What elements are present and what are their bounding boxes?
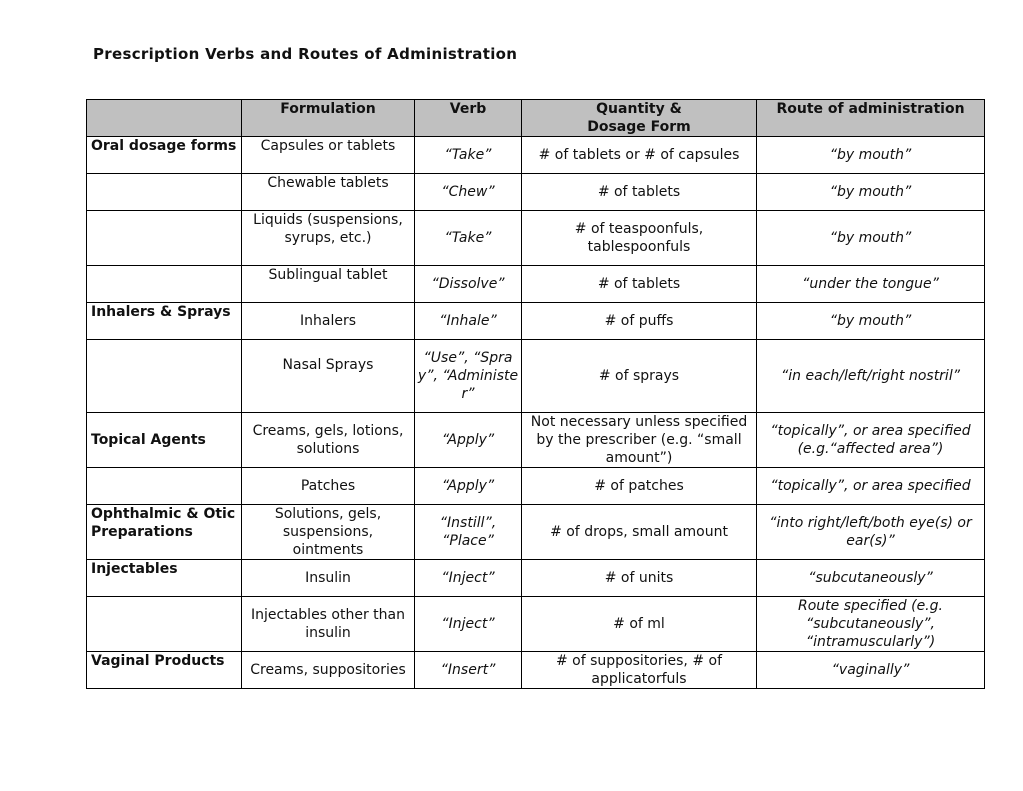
verb-cell: “Take” bbox=[415, 137, 522, 174]
category-cell: Oral dosage forms bbox=[87, 137, 242, 174]
route-cell: “by mouth” bbox=[757, 137, 985, 174]
formulation-cell: Creams, suppositories bbox=[242, 652, 415, 689]
category-cell bbox=[87, 597, 242, 652]
category-cell bbox=[87, 174, 242, 211]
header-category bbox=[87, 100, 242, 137]
route-cell: “subcutaneously” bbox=[757, 560, 985, 597]
route-cell: Route specified (e.g. “subcutaneously”, “intramuscularly”) bbox=[757, 597, 985, 652]
verb-cell: “Inject” bbox=[415, 597, 522, 652]
route-cell: “by mouth” bbox=[757, 174, 985, 211]
category-cell: Ophthalmic & Otic Preparations bbox=[87, 505, 242, 560]
verb-cell: “Take” bbox=[415, 211, 522, 266]
route-cell: “in each/left/right nostril” bbox=[757, 340, 985, 413]
table-row bbox=[87, 137, 985, 174]
formulation-cell: Capsules or tablets bbox=[242, 137, 415, 174]
header-route: Route of administration bbox=[757, 100, 985, 137]
header-quantity: Quantity & Dosage Form bbox=[522, 100, 757, 137]
quantity-cell: Not necessary unless specified by the prescriber (e.g. “small amount”) bbox=[522, 413, 757, 468]
category-cell: Inhalers & Sprays bbox=[87, 303, 242, 340]
route-cell: “topically”, or area specified (e.g.“affected area”) bbox=[757, 413, 985, 468]
route-cell: “by mouth” bbox=[757, 211, 985, 266]
table-row bbox=[87, 597, 985, 652]
category-cell bbox=[87, 468, 242, 505]
formulation-cell: Chewable tablets bbox=[242, 174, 415, 211]
quantity-cell: # of units bbox=[522, 560, 757, 597]
category-cell bbox=[87, 340, 242, 413]
quantity-cell: # of suppositories, # of applicatorfuls bbox=[522, 652, 757, 689]
quantity-cell: # of tablets bbox=[522, 266, 757, 303]
category-cell bbox=[87, 266, 242, 303]
category-cell: Topical Agents bbox=[87, 413, 242, 468]
table-row bbox=[87, 413, 985, 468]
formulation-cell: Inhalers bbox=[242, 303, 415, 340]
quantity-cell: # of sprays bbox=[522, 340, 757, 413]
route-cell: “topically”, or area specified bbox=[757, 468, 985, 505]
table-row bbox=[87, 340, 985, 413]
formulation-cell: Nasal Sprays bbox=[242, 340, 415, 413]
quantity-cell: # of tablets or # of capsules bbox=[522, 137, 757, 174]
verb-cell: “Apply” bbox=[415, 413, 522, 468]
quantity-cell: # of tablets bbox=[522, 174, 757, 211]
verb-cell: “Chew” bbox=[415, 174, 522, 211]
formulation-cell: Patches bbox=[242, 468, 415, 505]
route-cell: “into right/left/both eye(s) or ear(s)” bbox=[757, 505, 985, 560]
route-cell: “vaginally” bbox=[757, 652, 985, 689]
route-cell: “by mouth” bbox=[757, 303, 985, 340]
formulation-cell: Sublingual tablet bbox=[242, 266, 415, 303]
quantity-cell: # of ml bbox=[522, 597, 757, 652]
quantity-cell: # of drops, small amount bbox=[522, 505, 757, 560]
header-verb: Verb bbox=[415, 100, 522, 137]
table-row bbox=[87, 505, 985, 560]
quantity-cell: # of puffs bbox=[522, 303, 757, 340]
formulation-cell: Injectables other than insulin bbox=[242, 597, 415, 652]
page-title: Prescription Verbs and Routes of Administration bbox=[93, 45, 518, 63]
table-row bbox=[87, 211, 985, 266]
quantity-cell: # of patches bbox=[522, 468, 757, 505]
verb-cell: “Instill”, “Place” bbox=[415, 505, 522, 560]
category-cell: Injectables bbox=[87, 560, 242, 597]
table-row bbox=[87, 468, 985, 505]
verb-cell: “Insert” bbox=[415, 652, 522, 689]
prescription-table bbox=[86, 99, 985, 689]
formulation-cell: Insulin bbox=[242, 560, 415, 597]
verb-cell: “Inject” bbox=[415, 560, 522, 597]
route-cell: “under the tongue” bbox=[757, 266, 985, 303]
category-cell: Vaginal Products bbox=[87, 652, 242, 689]
formulation-cell: Solutions, gels, suspensions, ointments bbox=[242, 505, 415, 560]
table-header-row bbox=[87, 100, 985, 137]
verb-cell: “Apply” bbox=[415, 468, 522, 505]
table-row bbox=[87, 266, 985, 303]
quantity-cell: # of teaspoonfuls, tablespoonfuls bbox=[522, 211, 757, 266]
table-row bbox=[87, 303, 985, 340]
verb-cell: “Use”, “Spray”, “Administe r” bbox=[415, 340, 522, 413]
category-cell bbox=[87, 211, 242, 266]
formulation-cell: Creams, gels, lotions, solutions bbox=[242, 413, 415, 468]
header-formulation: Formulation bbox=[242, 100, 415, 137]
verb-cell: “Dissolve” bbox=[415, 266, 522, 303]
table-row bbox=[87, 174, 985, 211]
table-row bbox=[87, 652, 985, 689]
formulation-cell: Liquids (suspensions, syrups, etc.) bbox=[242, 211, 415, 266]
verb-cell: “Inhale” bbox=[415, 303, 522, 340]
table-row bbox=[87, 560, 985, 597]
